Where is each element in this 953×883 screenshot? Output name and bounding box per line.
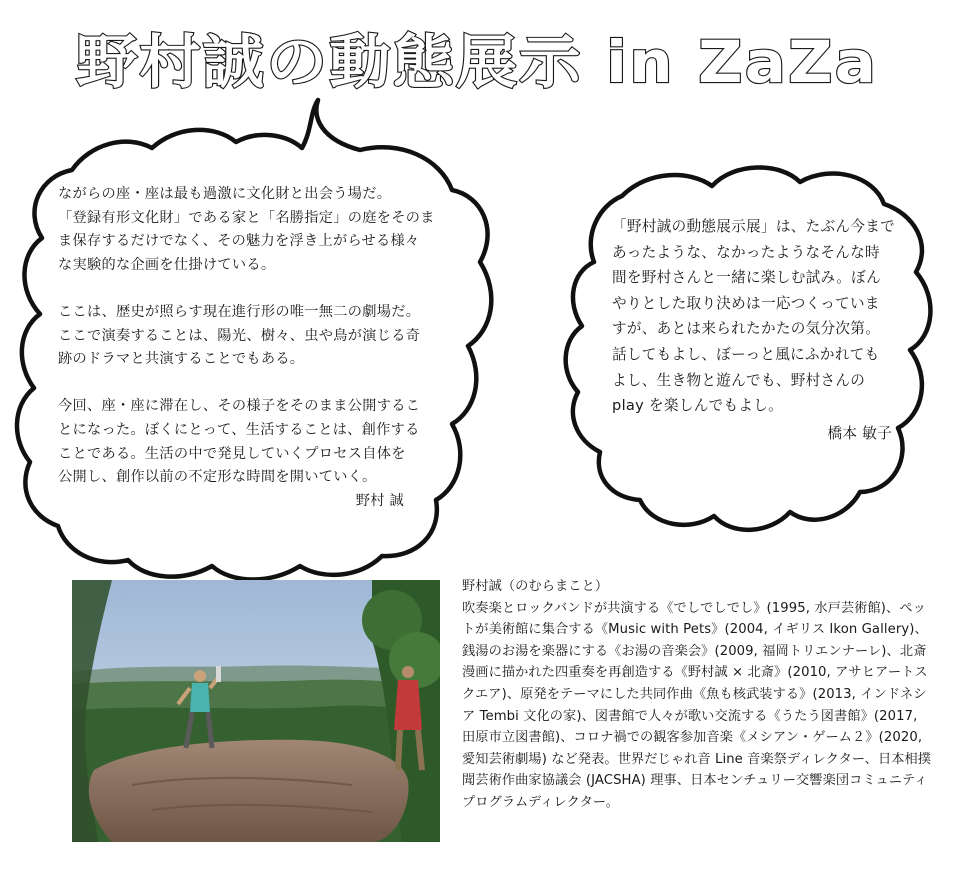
left-paragraph-1: ながらの座・座は最も過激に文化財と出会う場だ。 「登録有形文化財」である家と「名勝指定」の庭をそのま ま保存するだけでなく、その魅力を浮き上がらせる様々 な実験的な企画を仕掛けている。 bbox=[58, 186, 435, 273]
bio-name: 野村誠（のむらまこと） bbox=[462, 579, 609, 594]
left-bubble-text bbox=[58, 183, 440, 513]
right-signature: 橋本 敏子 bbox=[827, 424, 892, 442]
left-paragraph-2: ここは、歴史が照らす現在進行形の唯一無二の劇場だ。 ここで演奏することは、陽光、樹々、虫や鳥が演じる奇 跡のドラマと共演することでもある。 bbox=[58, 303, 421, 368]
artist-bio bbox=[462, 576, 932, 814]
page-title: 野村誠の動態展示 in ZaZa bbox=[76, 28, 878, 96]
right-paragraph: 「野村誠の動態展示展」は、たぶん今まで あったような、なかったようなそんな時 間を野村さんと一緒に楽しむ試み。ぼん やりとした取り決めは一応つくっていま すが、あとは来られたかたの気分次第。 話してもよし、ぼーっと風にふかれても よし、生き物と遊んでも、野村さんの play を楽しんでもよし。 bbox=[612, 218, 895, 415]
left-paragraph-3: 今回、座・座に滞在し、その様子をそのまま公開するこ とになった。ぼくにとって、生活することは、創作する ことである。生活の中で発見していくプロセス自体を 公開し、創作以前の不定形な時間を開いていく。 bbox=[58, 398, 421, 486]
photo-scene bbox=[72, 580, 440, 842]
left-signature: 野村 誠 bbox=[355, 492, 404, 509]
bio-text: 吹奏楽とロックバンドが共演する《でしでしでし》(1995, 水戸芸術館)、ペットが美術館に集合する《Music with Pets》(2004, イギリス Ikon Gallery)、銭湯のお湯を楽器にする《お湯の音楽会》(2009, 福岡トリエンナーレ)、北斎漫画に描かれた四重奏を再創造する《野村誠 × 北斎》(2010, アサヒアートスクエア)、原発をテーマにした共同作曲《魚も核武装する》(2013, インドネシア Tembi 文化の家)、図書館で人々が歌い交流する《うたう図書館》(2017, 田原市立図書館)、コロナ禍での観客参加音楽《メシアン・ゲーム２》(2020, 愛知芸術劇場) など発表。世界だじゃれ音 Line 音楽祭ディレクター、日本相撲聞芸術作曲家協議会 (JACSHA) 理事、日本センチュリー交響楽団コミュニティプログラムディレクター。 bbox=[462, 600, 932, 810]
performer-photo bbox=[72, 580, 440, 842]
right-bubble-text bbox=[612, 214, 912, 446]
